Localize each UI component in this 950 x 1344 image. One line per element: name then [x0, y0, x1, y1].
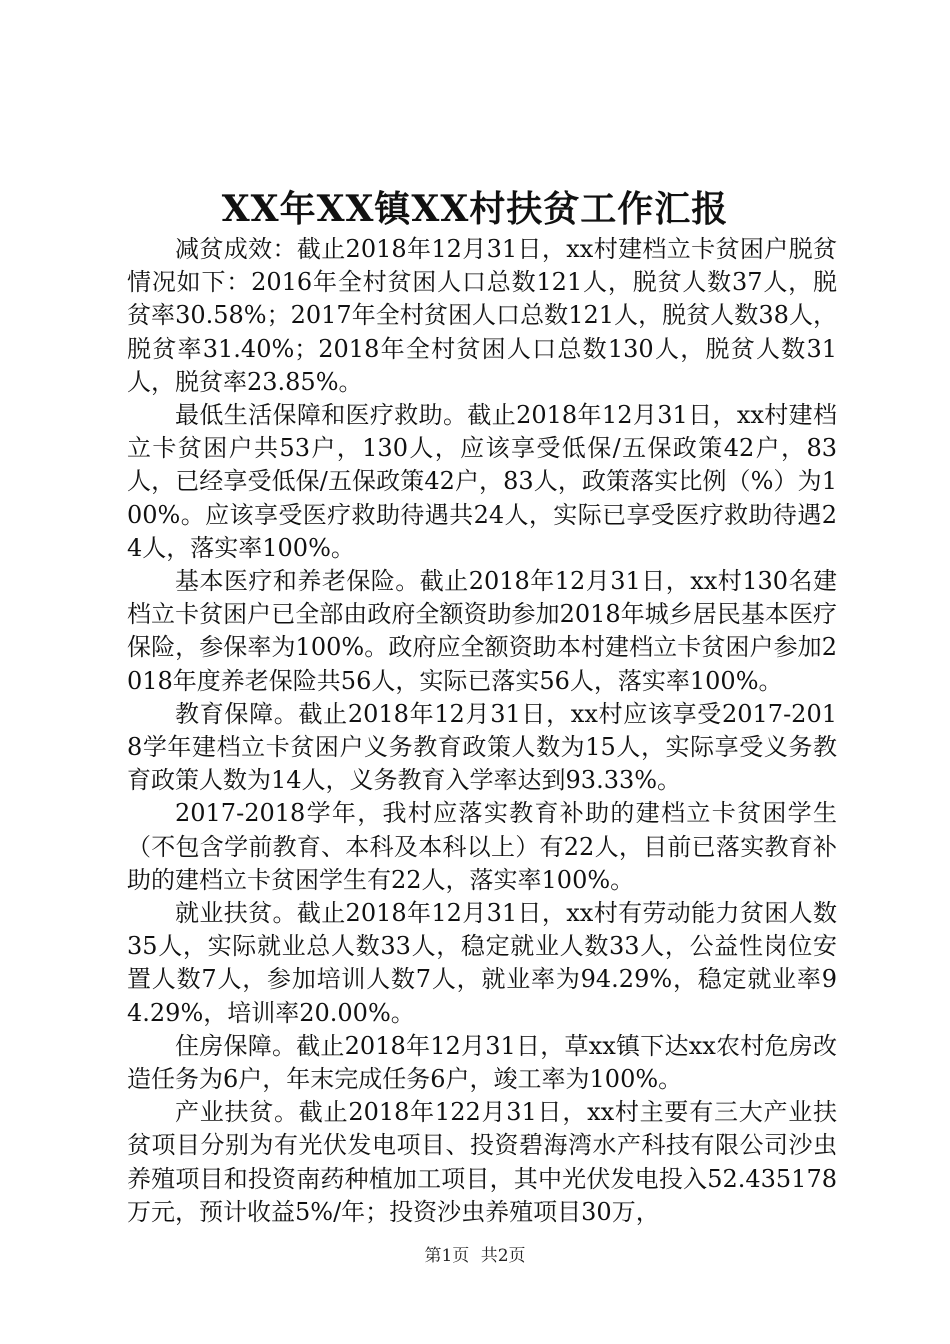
page-number: 第1页	[424, 1246, 470, 1266]
paragraph-medical-pension-insurance: 基本医疗和养老保险。截止2018年12月31日，xx村130名建档立卡贫困户已全部由政府全额资助参加2018年城乡居民基本医疗保险，参保率为100%。政府应全额资助本村建档立卡贫困户参加2018年度养老保险共56人，实际已落实56人，落实率100%。	[127, 567, 837, 695]
page-total: 共2页	[480, 1246, 526, 1266]
document-title: XX年XX镇XX村扶贫工作汇报	[221, 188, 729, 230]
paragraph-minimum-living-security: 最低生活保障和医疗救助。截止2018年12月31日，xx村建档立卡贫困户共53户，130人，应该享受低保/五保政策42户，83人，已经享受低保/五保政策42户，83人，政策落实比例（%）为100%。应该享受医疗救助待遇共24人，实际已享受医疗救助待遇24人，落实率100%。	[127, 401, 837, 562]
paragraph-industry: 产业扶贫。截止2018年122月31日，xx村主要有三大产业扶贫项目分别为有光伏发电项目、投资碧海湾水产科技有限公司沙虫养殖项目和投资南药种植加工项目，其中光伏发电投入52.435178万元，预计收益5%/年；投资沙虫养殖项目30万，	[127, 1098, 837, 1226]
paragraph-education-security: 教育保障。截止2018年12月31日，xx村应该享受2017-2018学年建档立卡贫困户义务教育政策人数为15人，实际享受义务教育政策人数为14人，义务教育入学率达到93.33%。	[127, 699, 837, 795]
paragraph-education-subsidy: 2017-2018学年，我村应落实教育补助的建档立卡贫困学生（不包含学前教育、本科及本科以上）有22人，目前已落实教育补助的建档立卡贫困学生有22人，落实率100%。	[127, 799, 837, 894]
paragraph-employment: 就业扶贫。截止2018年12月31日，xx村有劳动能力贫困人数35人，实际就业总人数33人，稳定就业人数33人，公益性岗位安置人数7人，参加培训人数7人，就业率为94.29%，稳定就业率94.29%，培训率20.00%。	[127, 899, 837, 1027]
paragraph-housing: 住房保障。截止2018年12月31日，草xx镇下达xx农村危房改造任务为6户，年末完成任务6户，竣工率为100%。	[127, 1031, 837, 1094]
document-body	[127, 233, 837, 1229]
page-footer	[0, 1244, 950, 1268]
paragraph-poverty-reduction: 减贫成效：截止2018年12月31日，xx村建档立卡贫困户脱贫情况如下：2016年全村贫困人口总数121人，脱贫人数37人，脱贫率30.58%；2017年全村贫困人口总数121人，脱贫人数38人，脱贫率31.40%；2018年全村贫困人口总数130人，脱贫人数31人，脱贫率23.85%。	[127, 235, 837, 396]
